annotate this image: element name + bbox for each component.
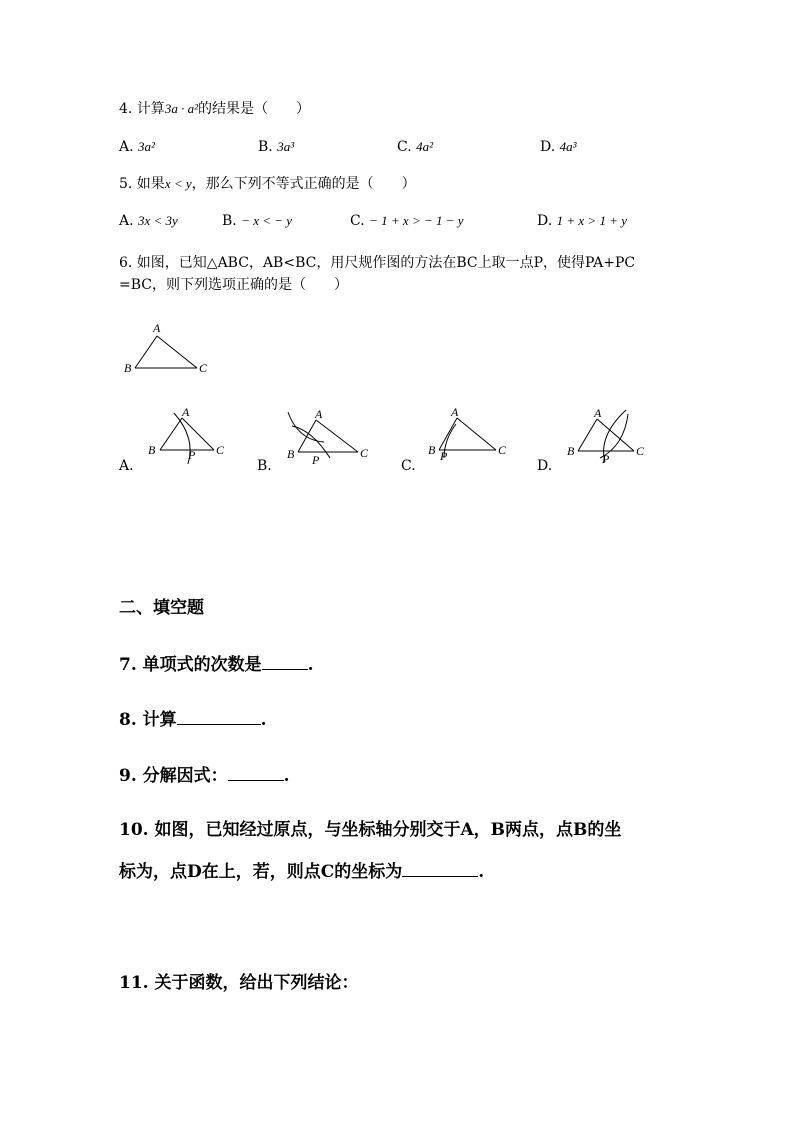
q5-prefix: 5. 如果	[119, 176, 165, 192]
q9	[119, 764, 290, 787]
label-c: C	[216, 443, 225, 457]
label-a: A	[182, 405, 190, 419]
option-value: 1 + x > 1 + y	[556, 213, 627, 228]
q6-option-a-label: A.	[119, 458, 134, 474]
q6-option-b-label: B.	[257, 458, 272, 474]
q6-figure-a	[160, 413, 214, 464]
q7-text: 7. 单项式的次数是	[119, 655, 262, 675]
q9-answer-blank[interactable]	[228, 764, 284, 781]
label-a: A	[315, 407, 323, 421]
label-b: B	[124, 361, 132, 375]
q6-figure-b	[288, 412, 358, 458]
section-title: 二、填空题	[119, 598, 204, 618]
option-letter: C.	[397, 139, 412, 155]
q6-main-triangle	[135, 336, 197, 368]
label-c: C	[360, 446, 369, 460]
label-c: C	[199, 361, 208, 375]
option-value: 3a²	[138, 139, 155, 154]
option-value: 4a²	[416, 139, 434, 154]
option-letter: D.	[540, 139, 556, 155]
label-b: B	[148, 443, 156, 457]
q10-line2: 标为，点D在上，若，则点C的坐标为	[119, 862, 403, 882]
q6-stem-line1: 6. 如图，已知△ABC，AB<BC，用尺规作图的方法在BC上取一点P，使得PA+PC	[119, 255, 636, 271]
option-value: − x < − y	[241, 213, 293, 228]
q8	[119, 708, 267, 731]
q10-answer-blank[interactable]	[402, 860, 478, 877]
option-letter: A.	[119, 213, 134, 229]
q9-text: 9. 分解因式：	[119, 766, 228, 786]
q5-suffix: ，那么下列不等式正确的是（ ）	[191, 176, 416, 192]
q7-answer-blank[interactable]	[262, 653, 308, 670]
q6-option-c-label: C.	[401, 458, 416, 474]
q8-answer-blank[interactable]	[177, 708, 261, 725]
option-letter: B.	[258, 139, 273, 155]
q6-figures	[0, 0, 794, 500]
q7	[119, 653, 314, 676]
label-b: B	[287, 447, 295, 461]
option-value: 3x < 3y	[138, 213, 178, 228]
option-value: 3a³	[277, 139, 295, 154]
option-value: 4a³	[559, 139, 577, 154]
q5-expression: x < y	[164, 176, 192, 191]
q4-prefix: 4. 计算	[119, 101, 165, 117]
option-letter: C.	[350, 213, 365, 229]
q4-suffix: 的结果是（ ）	[197, 101, 310, 117]
period: .	[283, 766, 290, 786]
label-a: A	[451, 405, 459, 419]
q6-figure-c	[439, 418, 496, 458]
label-a: A	[153, 321, 161, 335]
label-b: B	[428, 443, 436, 457]
q10-line2-wrap	[119, 860, 484, 883]
label-c: C	[498, 443, 507, 457]
q6-stem-line2: =BC，则下列选项正确的是（ ）	[119, 277, 348, 293]
period: .	[307, 655, 314, 675]
option-letter: A.	[119, 139, 134, 155]
option-value: − 1 + x > − 1 − y	[369, 213, 464, 228]
q8-text: 8. 计算	[119, 710, 177, 730]
q4-expression: 3a · a²	[164, 101, 198, 116]
period: .	[478, 862, 485, 882]
label-b: B	[567, 444, 575, 458]
label-p: P	[188, 448, 196, 462]
label-p: P	[602, 452, 610, 466]
option-letter: B.	[222, 213, 237, 229]
label-p: P	[312, 453, 320, 467]
label-a: A	[594, 406, 602, 420]
option-letter: D.	[537, 213, 553, 229]
label-c: C	[636, 444, 645, 458]
label-p: P	[440, 449, 448, 463]
q10-line1: 10. 如图，已知经过原点，与坐标轴分别交于A，B两点，点B的坐	[119, 820, 622, 840]
period: .	[260, 710, 267, 730]
q11: 11. 关于函数，给出下列结论：	[119, 973, 359, 993]
q6-option-d-label: D.	[537, 458, 553, 474]
